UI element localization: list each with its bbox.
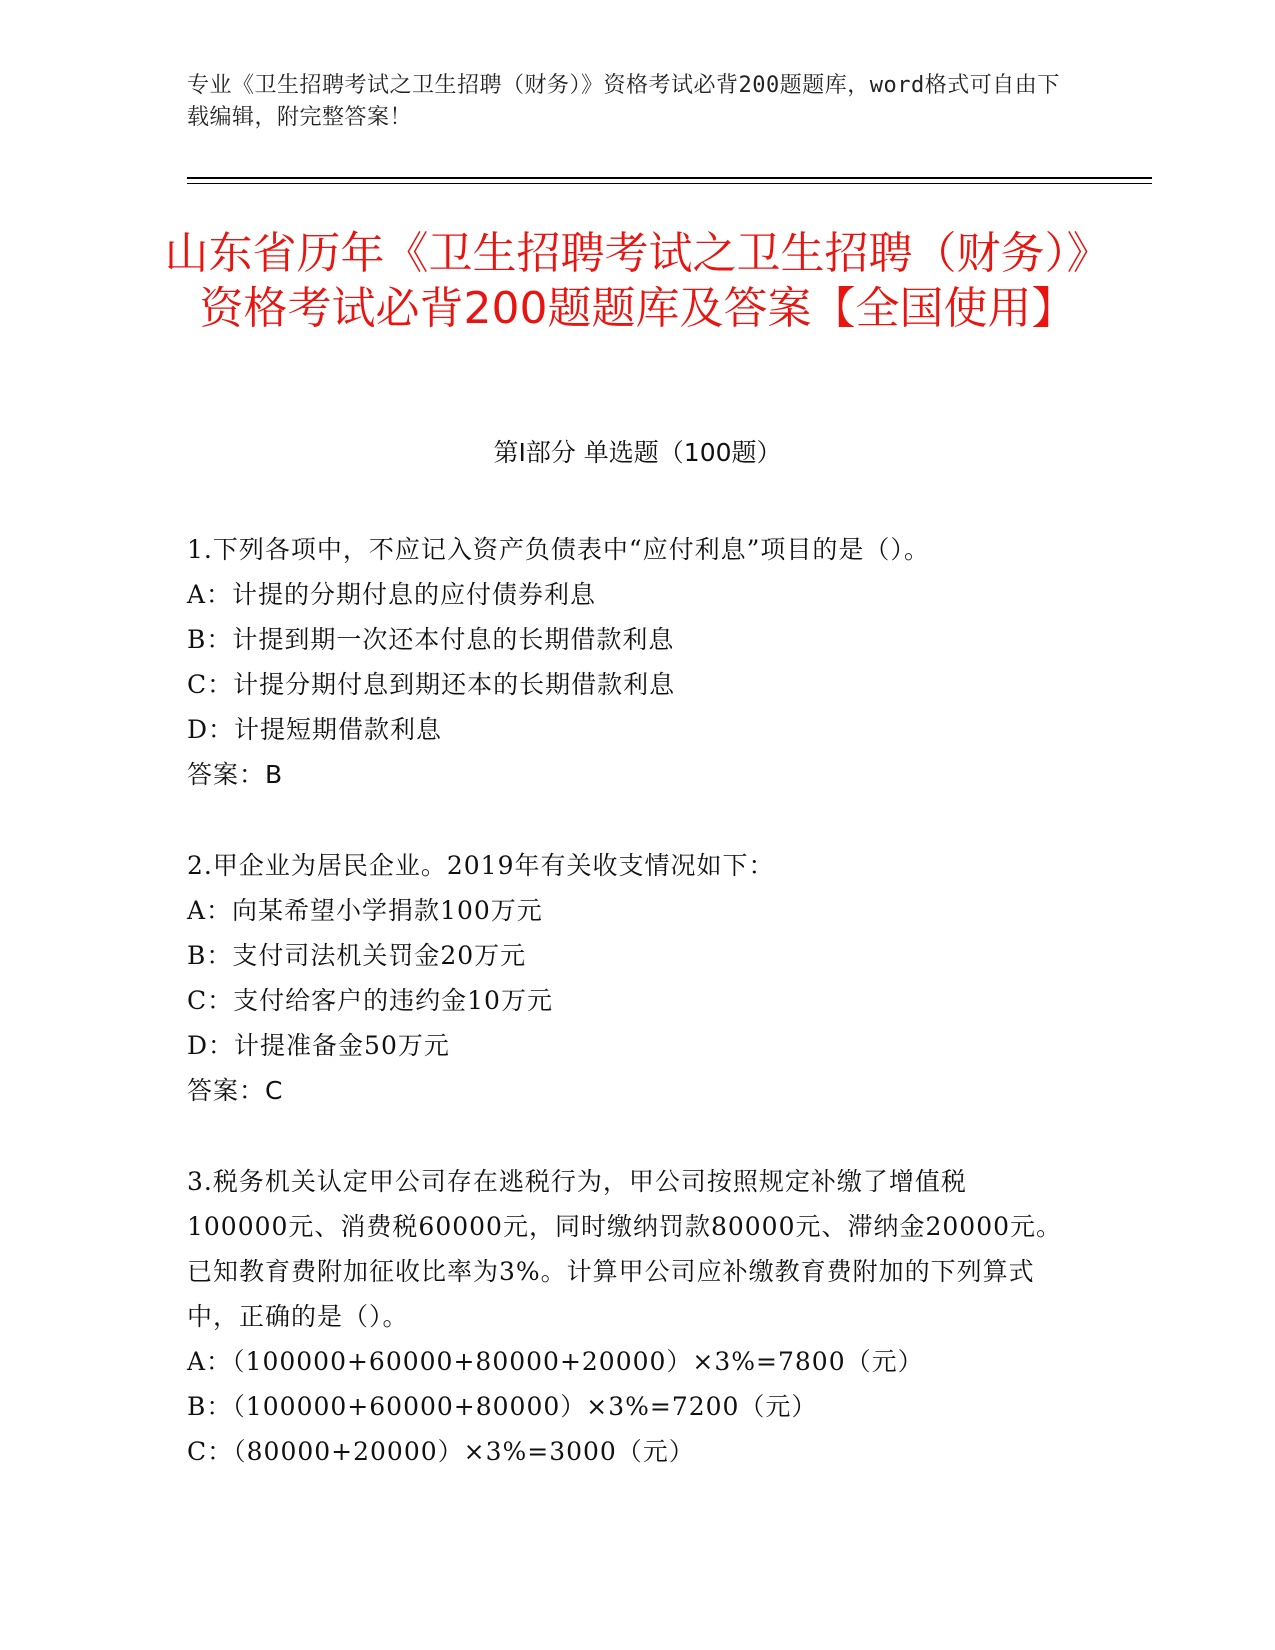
question-1 [187,527,1067,797]
option-c: C：支付给客户的违约金10万元 [187,986,553,1015]
option-a: A：计提的分期付息的应付债券利息 [187,580,597,609]
option-d: D：计提准备金50万元 [187,1031,450,1060]
option-c: C：计提分期付息到期还本的长期借款利息 [187,670,676,699]
option-b: B：支付司法机关罚金20万元 [187,941,527,970]
answer: 答案：B [187,760,284,789]
question-stem: 3.税务机关认定甲公司存在逃税行为，甲公司按照规定补缴了增值税100000元、消费税60000元，同时缴纳罚款80000元、滞纳金20000元。已知教育费附加征收比率为3%。计算甲公司应补缴教育费附加的下列算式中，正确的是（）。 [187,1167,1063,1331]
option-a: A：向某希望小学捐款100万元 [187,896,543,925]
question-stem: 2.甲企业为居民企业。2019年有关收支情况如下： [187,851,775,880]
header-note: 专业《卫生招聘考试之卫生招聘（财务）》资格考试必背200题题库，word格式可自由下载编辑，附完整答案！ [187,73,1060,130]
answer: 答案：C [187,1076,284,1105]
option-c: C：（80000+20000）×3%=3000（元） [187,1437,695,1466]
document-title: 山东省历年《卫生招聘考试之卫生招聘（财务）》资格考试必背200题题库及答案【全国使用】 [164,228,1111,334]
option-d: D：计提短期借款利息 [187,715,443,744]
question-list [187,527,1067,1520]
header-divider-thin [187,183,1152,184]
option-b: B：计提到期一次还本付息的长期借款利息 [187,625,675,654]
option-b: B：（100000+60000+80000）×3%=7200（元） [187,1392,818,1421]
question-stem: 1.下列各项中，不应记入资产负债表中“应付利息”项目的是（）。 [187,535,930,564]
section-heading: 第I部分 单选题（100题） [493,438,782,467]
header-divider-thick [187,177,1152,179]
question-3 [187,1159,1067,1474]
question-2 [187,843,1067,1113]
option-a: A：（100000+60000+80000+20000）×3%=7800（元） [187,1347,924,1376]
